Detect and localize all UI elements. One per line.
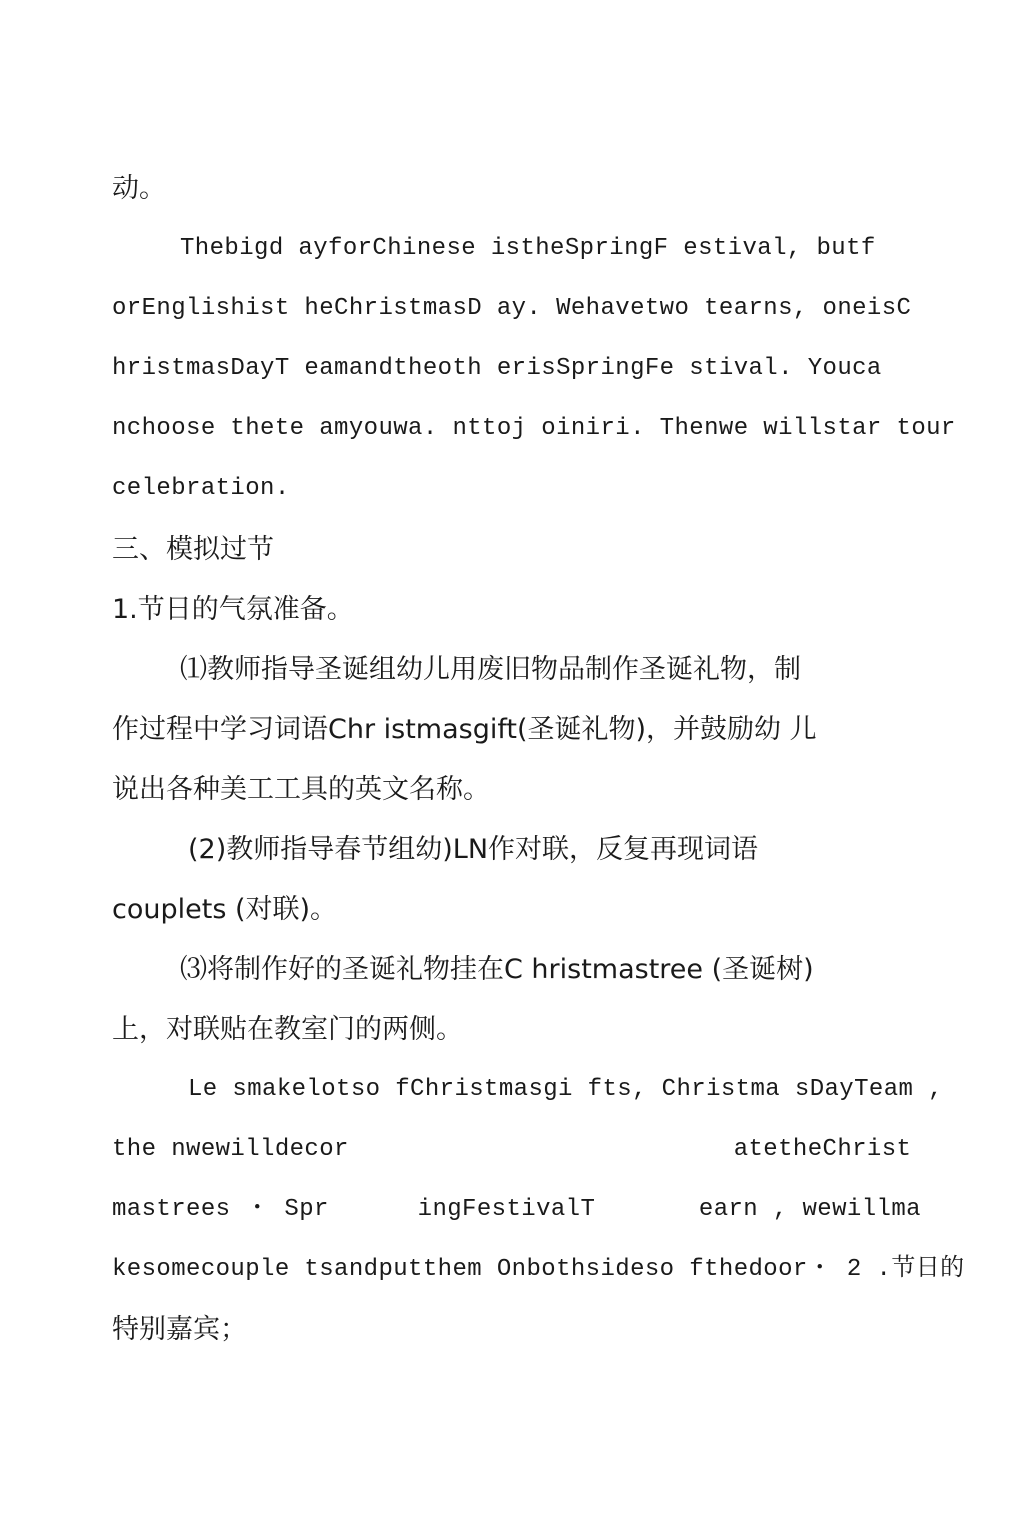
text-line: the nwewilldecor atetheChrist <box>112 1136 912 1163</box>
text-line: hristmasDayT eamandtheoth erisSpringFe stival. Youca <box>112 355 882 382</box>
section-heading: 三、模拟过节 <box>112 534 274 565</box>
text-line: celebration. <box>112 475 290 502</box>
text-line: Le smakelotso fChristmasgi fts, Christma sDayTeam , <box>188 1076 943 1103</box>
text-line: 上，对联贴在教室门的两侧。 <box>112 1014 463 1045</box>
text-line: couplets (对联)。 <box>112 894 338 925</box>
text-line: mastrees ・ Spr ingFestivalT earn , wewillma <box>112 1196 921 1223</box>
text-line: kesomecouple tsandputthem Onbothsideso fthedoor・ 2 .节日的 <box>112 1256 965 1283</box>
text-line: 动。 <box>112 173 166 204</box>
text-line: 特别嘉宾； <box>112 1314 247 1345</box>
text-line: ⑴教师指导圣诞组幼儿用废旧物品制作圣诞礼物，制 <box>180 654 801 685</box>
text-line: nchoose thete amyouwa. nttoj oiniri. Thenwe willstar tour <box>112 415 956 442</box>
text-line: (2)教师指导春节组幼)LN作对联，反复再现词语 <box>188 834 759 865</box>
text-line: 说出各种美工工具的英文名称。 <box>112 774 490 805</box>
subsection-heading: 1.节日的气氛准备。 <box>112 594 354 625</box>
text-line: orEnglishist heChristmasD ay. Wehavetwo tearns, oneisC <box>112 295 912 322</box>
text-line: Thebigd ayforChinese istheSpringF estival, butf <box>180 235 876 262</box>
text-line: 作过程中学习词语Chr istmasgift(圣诞礼物)，并鼓励幼 儿 <box>112 714 817 745</box>
text-line: ⑶将制作好的圣诞礼物挂在C hristmastree (圣诞树) <box>180 954 814 985</box>
